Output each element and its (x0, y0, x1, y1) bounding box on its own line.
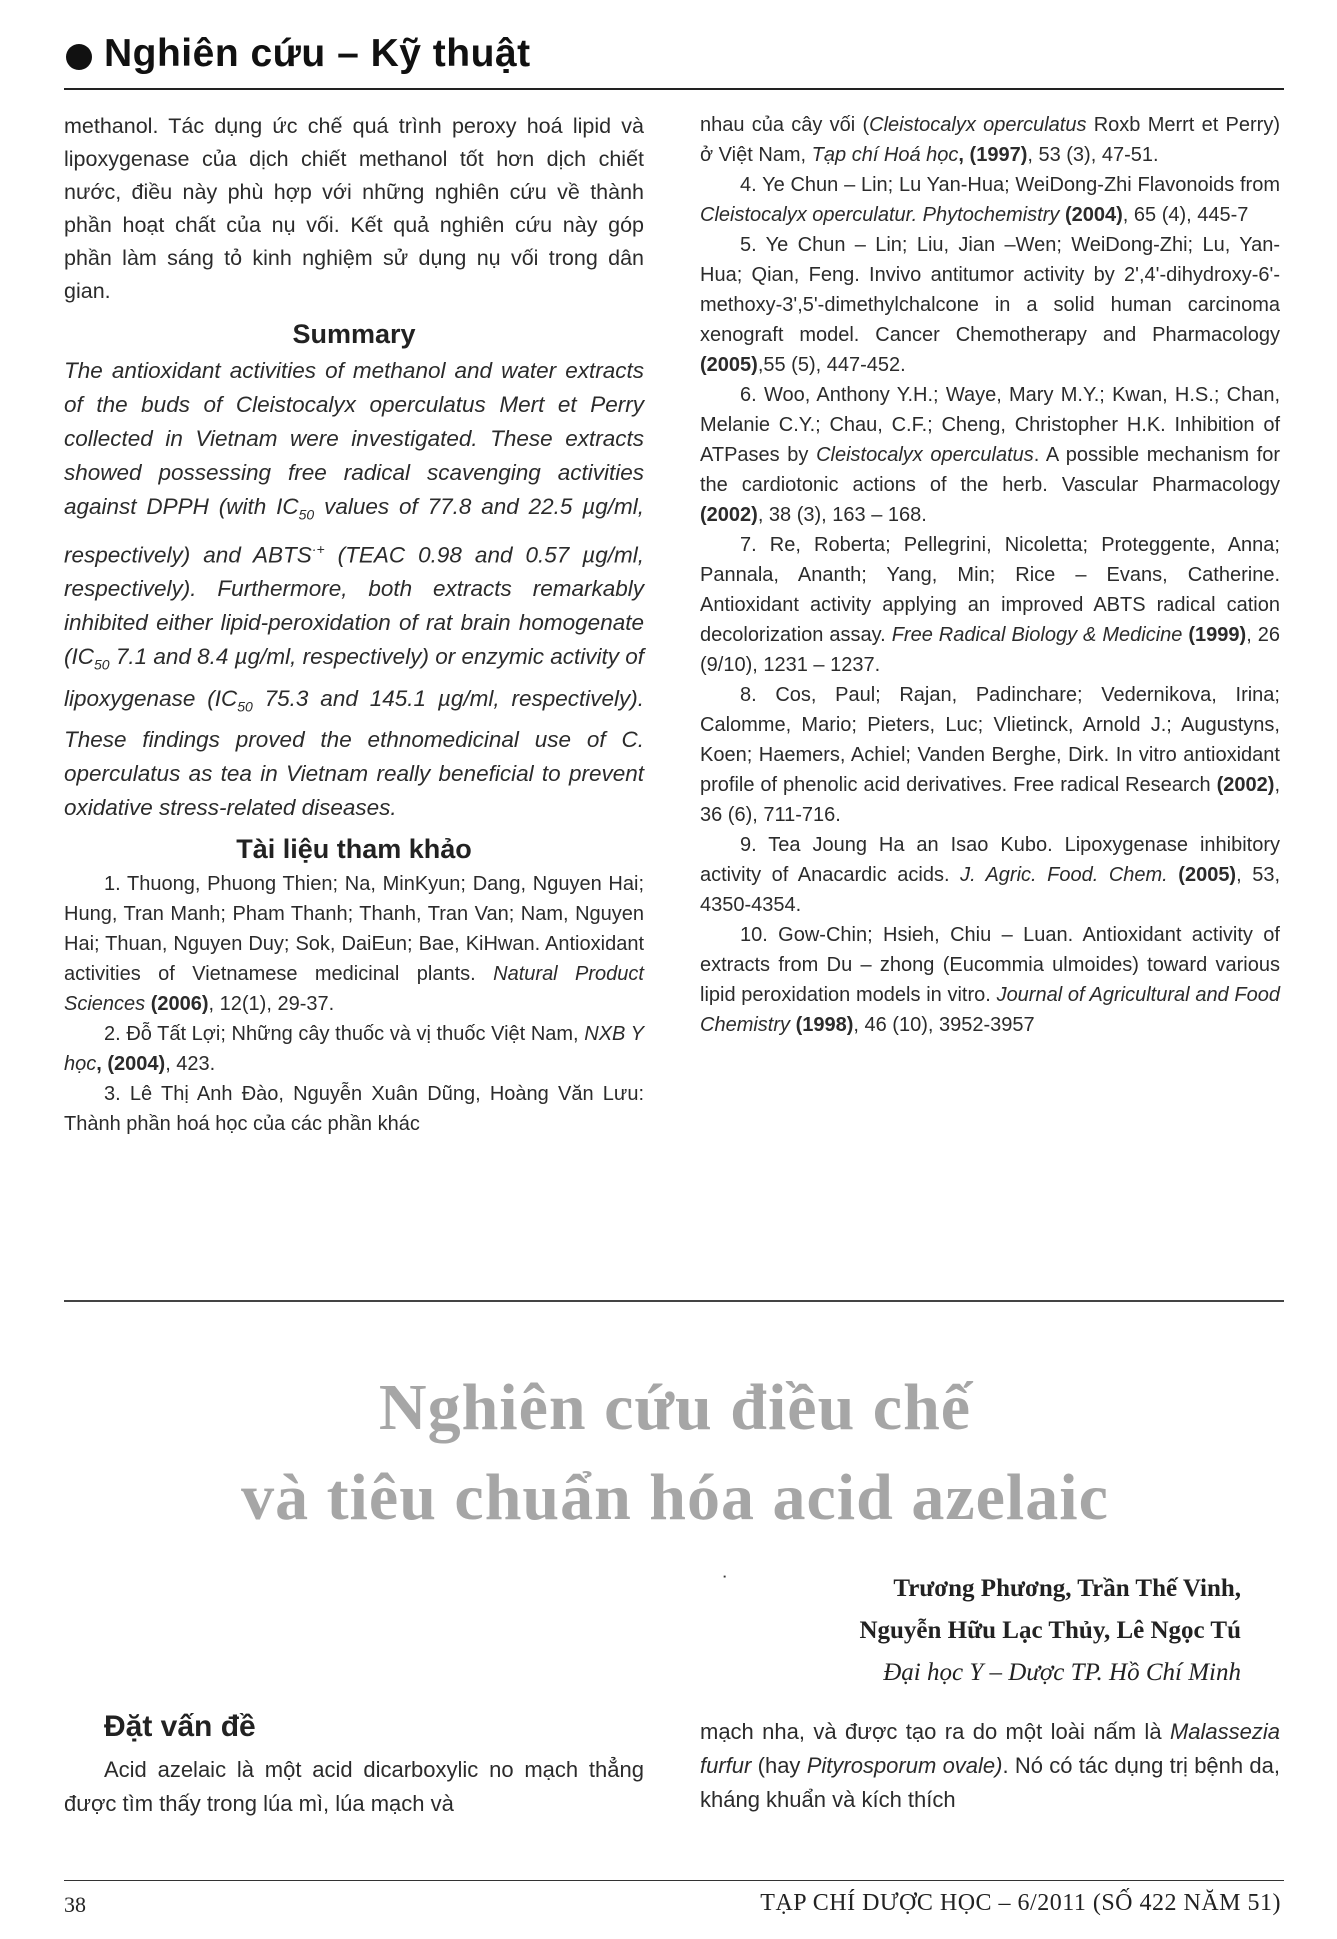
subscript: 50 (94, 656, 110, 673)
intro-left-text: Acid azelaic là một acid dicarboxylic no mạch thẳng được tìm thấy trong lúa mì, lúa mạch và (64, 1757, 644, 1816)
journal-name: TẠP CHÍ DƯỢC HỌC – 6/2011 (SỐ 422 NĂM 51) (760, 1890, 1281, 1916)
summary-paragraph (64, 354, 644, 825)
right-column (700, 110, 1280, 1040)
article-title-line-2: và tiêu chuẩn hóa acid azelaic (241, 1461, 1109, 1534)
intro-paragraph: methanol. Tác dụng ức chế quá trình peroxy hoá lipid và lipoxygenase của dịch chiết methanol tốt hơn dịch chiết nước, điều này phù hợp với những nghiên cứu về thành phần hoạt chất của nụ vối. Kết quả nghiên cứu này góp phần làm sáng tỏ kinh nghiệm sử dụng nụ vối trong dân gian. (64, 114, 644, 303)
footer-divider (64, 1880, 1284, 1881)
intro-right-column (700, 1715, 1280, 1817)
summary-heading: Summary (292, 319, 416, 349)
reference-3-continued: nhau của cây vối (Cleistocalyx operculatus Roxb Merrt et Perry) ở Việt Nam, Tạp chí Hoá học, (1997), 53 (3), 47-51. (700, 114, 1280, 166)
authors-block (859, 1568, 1241, 1694)
authors-line-1: Trương Phương, Trần Thế Vinh, (893, 1575, 1241, 1602)
page-number: 38 (64, 1892, 86, 1917)
intro-right-text: mạch nha, và được tạo ra do một loài nấm là Malassezia furfur (hay Pityrosporum ovale). Nó có tác dụng trị bệnh da, kháng khuẩn và kích thích (700, 1719, 1280, 1812)
summary-text: (TEAC 0.98 and 0.57 µg/ml, respectively). Furthermore, both extracts remarkably inhibited either lipid-peroxidation of rat brain homogenate (IC (64, 542, 644, 669)
reference-3: 3. Lê Thị Anh Đào, Nguyễn Xuân Dũng, Hoàng Văn Lưu: Thành phần hoá học của các phần khác (64, 1083, 644, 1135)
reference-4: 4. Ye Chun – Lin; Lu Yan-Hua; WeiDong-Zhi Flavonoids from Cleistocalyx operculatur. Phytochemistry (2004), 65 (4), 445-7 (700, 174, 1280, 226)
section-title: Nghiên cứu – Kỹ thuật (104, 32, 531, 75)
reference-2: 2. Đỗ Tất Lợi; Những cây thuốc và vị thuốc Việt Nam, NXB Y học, (2004), 423. (64, 1023, 644, 1075)
page-header (64, 26, 1284, 90)
introduction-heading: Đặt vấn đề (104, 1710, 256, 1743)
intro-left-column (64, 1753, 644, 1821)
article-title-line-1: Nghiên cứu điều chế (378, 1371, 972, 1444)
reference-10: 10. Gow-Chin; Hsieh, Chiu – Luan. Antioxidant activity of extracts from Du – zhong (Eucommia ulmoides) toward various lipid peroxidation models in vitro. Journal of Agricultural and Food Chemistry (1998), 46 (10), 3952-3957 (700, 924, 1280, 1036)
superscript: ·+ (311, 540, 325, 557)
summary-text: 7.1 and 8.4 µg/ml, respectively) or enzymic activity of lipoxygenase (IC (64, 644, 644, 711)
authors-line-2: Nguyễn Hữu Lạc Thủy, Lê Ngọc Tú (859, 1617, 1241, 1644)
left-column (64, 110, 644, 1139)
summary-text: 75.3 and 145.1 µg/ml, respectively). These findings proved the ethnomedicinal use of C. operculatus as tea in Vietnam really beneficial to prevent oxidative stress-related diseases. (64, 685, 644, 820)
section-divider (64, 1300, 1284, 1302)
summary-text: values of 77.8 and 22.5 µg/ml, respectively) and ABTS (64, 494, 644, 567)
reference-6: 6. Woo, Anthony Y.H.; Waye, Mary M.Y.; Kwan, H.S.; Chan, Melanie C.Y.; Chau, C.F.; Cheng, Christopher H.K. Inhibition of ATPases by Cleistocalyx operculatus. A possible mechanism for the cardiotonic actions of the herb. Vascular Pharmacology (2002), 38 (3), 163 – 168. (700, 384, 1280, 526)
reference-5: 5. Ye Chun – Lin; Liu, Jian –Wen; WeiDong-Zhi; Lu, Yan-Hua; Qian, Feng. Invivo antitumor activity by 2',4'-dihydroxy-6'-methoxy-3',5'-dimethylchalcone in a solid human carcinoma xenograft model. Cancer Chemotherapy and Pharmacology (2005),55 (5), 447-452. (700, 234, 1280, 376)
reference-7: 7. Re, Roberta; Pellegrini, Nicoletta; Proteggente, Anna; Pannala, Ananth; Yang, Min; Rice – Evans, Catherine. Antioxidant activity applying an improved ABTS radical cation decolorization assay. Free Radical Biology & Medicine (1999), 26 (9/10), 1231 – 1237. (700, 534, 1280, 676)
references-heading: Tài liệu tham khảo (236, 834, 472, 864)
summary-text: The antioxidant activities of methanol and water extracts of the buds of Cleistocalyx operculatus Mert et Perry collected in Vietnam were investigated. These extracts showed possessing free radical scavenging activities against DPPH (with IC (64, 358, 644, 519)
reference-1: 1. Thuong, Phuong Thien; Na, MinKyun; Dang, Nguyen Hai; Hung, Tran Manh; Pham Thanh; Thanh, Tran Van; Nam, Nguyen Hai; Thuan, Nguyen Duy; Sok, DaiEun; Bae, KiHwan. Antioxidant activities of Vietnamese medicinal plants. Natural Product Sciences (2006), 12(1), 29-37. (64, 873, 644, 1015)
subscript: 50 (298, 506, 315, 523)
subscript: 50 (237, 698, 253, 714)
reference-9: 9. Tea Joung Ha an Isao Kubo. Lipoxygenase inhibitory activity of Anacardic acids. J. Agric. Food. Chem. (2005), 53, 4350-4354. (700, 834, 1281, 916)
bullet-icon (66, 44, 92, 70)
affiliation: Đại học Y – Dược TP. Hồ Chí Minh (883, 1659, 1241, 1686)
reference-8: 8. Cos, Paul; Rajan, Padinchare; Vedernikova, Irina; Calomme, Mario; Pieters, Luc; Vlietinck, Arnold J.; Augustyns, Koen; Haemers, Achiel; Vanden Berghe, Dirk. In vitro antioxidant profile of phenolic acid derivatives. Free radical Research (2002), 36 (6), 711-716. (700, 684, 1280, 826)
dot-mark: ˙ (722, 1572, 730, 1597)
